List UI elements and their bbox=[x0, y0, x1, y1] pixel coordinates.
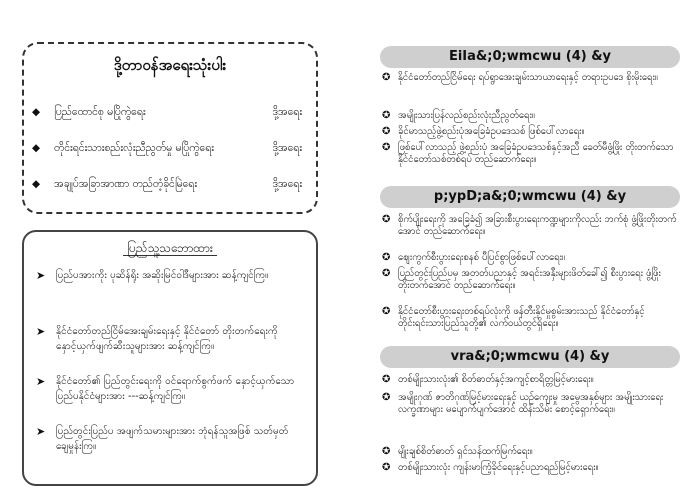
star-bullet-icon: ✪ bbox=[382, 462, 391, 473]
diamond-bullet-icon: ◆ bbox=[32, 106, 41, 118]
peoples-desire-title bbox=[24, 240, 316, 258]
star-bullet-icon: ✪ bbox=[382, 214, 391, 225]
duty-text: တိုင်းရင်းသားစည်းလုံးညီညွတ်မှု မပြိုကွဲရေး bbox=[54, 142, 214, 154]
objective-text: တစ်မျိုးသားလုံး၏ စိတ်ဓာတ်နှင့်အကျင့်စာရိတ္တမြင့်မားရေး။ bbox=[398, 374, 594, 385]
diamond-bullet-icon: ◆ bbox=[32, 178, 41, 190]
arrow-bullet-icon: ➤ bbox=[36, 269, 46, 282]
objective-text: ဖြစ်ပေါ်လာသည့် ဖွဲ့စည်းပုံ အခြေခံဥပဒေသစ်နှင့်အညီ ခေတ်မီဖွံ့ဖြိုး တိုးတက်သော နိုင်ငံတော်သစ်တစ်ရပ် တည်ဆောက်ရေး။ bbox=[398, 142, 674, 165]
desire-text: ပြည်တွင်းပြည်ပ အဖျက်သမားများအား ဘုံရန်သူအဖြစ် သတ်မှတ်ချေမှုန်းကြ။ bbox=[56, 426, 289, 452]
peoples-desire-box bbox=[22, 230, 318, 486]
star-bullet-icon: ✪ bbox=[382, 268, 391, 279]
arrow-bullet-icon: ➤ bbox=[36, 325, 46, 338]
duty-row bbox=[32, 142, 308, 160]
diamond-bullet-icon: ◆ bbox=[32, 142, 41, 154]
objective-text: တစ်မျိုးသားလုံး ကျန်းမာကြံ့ခိုင်ရေးနှင့်ပညာရည်မြင့်မားရေး။ bbox=[398, 462, 599, 473]
star-bullet-icon: ✪ bbox=[382, 126, 391, 137]
objective-text: နိုင်ငံတော်တည်ငြိမ်ရေး ရပ်ရွာအေးချမ်းသာယာရေးနှင့် တရားဥပဒေ စိုးမိုးရေး။ bbox=[398, 72, 658, 83]
objective-text: မျိုးချစ်စိတ်ဓာတ် ရှင်သန်ထက်မြက်ရေး။ bbox=[398, 446, 533, 457]
objective-text: အမျိုးသားပြန်လည်စည်းလုံးညီညွတ်ရေး။ bbox=[398, 110, 535, 121]
duty-text: အချုပ်အခြာအာဏာ တည်တံ့ခိုင်မြဲရေး bbox=[54, 178, 198, 190]
desire-text: နိုင်ငံတော်တည်ငြိမ်အေးချမ်းရေးနှင့် နိုင်ငံတော် တိုးတက်ရေးကို နှောင့်ယှက်ဖျက်ဆီးသူများအား ဆန့်ကျင်ကြ။ bbox=[56, 326, 278, 352]
star-bullet-icon: ✪ bbox=[382, 252, 391, 263]
objective-text: နိုင်ငံတော်စီးပွားရေးတစ်ရပ်လုံးကို ဖန်တီးနိုင်မှုစွမ်းအားသည် နိုင်ငံတော်နှင့် တိုင်းရင်းသားပြည်သူတို့၏ လက်ဝယ်တွင်ရှိရေး။ bbox=[398, 306, 645, 329]
objective-text: ပြည်တွင်းပြည်ပမှ အတတ်ပညာနှင့် အရင်းအနှီးများဖိတ်ခေါ်၍ စီးပွားရေး ဖွံ့ဖြိုးတိုးတက်အောင် တည်ဆောက်ရေး။ bbox=[398, 268, 661, 291]
arrow-bullet-icon: ➤ bbox=[36, 425, 46, 438]
star-bullet-icon: ✪ bbox=[382, 446, 391, 457]
economic-objectives-header: p;ypD;a&;0;wmcwu (4) &y bbox=[380, 186, 680, 208]
duty-text: ပြည်ထောင်စု မပြိုကွဲရေး bbox=[54, 106, 146, 118]
duty-tag: ဒို့အရေး bbox=[272, 178, 302, 190]
star-bullet-icon: ✪ bbox=[382, 392, 391, 403]
arrow-bullet-icon: ➤ bbox=[36, 375, 46, 388]
social-objectives-header: vra&;0;wmcwu (4) &y bbox=[380, 346, 680, 368]
duty-row bbox=[32, 178, 308, 196]
duty-row bbox=[32, 106, 308, 124]
political-objectives-header: EiIa&;0;wmcwu (4) &y bbox=[380, 46, 680, 68]
duty-tag: ဒို့အရေး bbox=[272, 106, 302, 118]
objective-text: အမျိုးဂုဏ် ဇာတိဂုဏ်မြင့်မားရေးနှင့် ယဉ်ကျေးမှု အမွေအနှစ်များ အမျိုးသားရေးလက္ခဏာများ မပျောက်ပျက်အောင် ထိန်းသိမ်း စောင့်ရှောက်ရေး။ bbox=[398, 392, 664, 415]
objective-text: စိုက်ပျိုးရေးကို အခြေခံ၍ အခြားစီးပွားရေးကဏ္ဍများကိုလည်း ဘက်စုံ ဖွံ့ဖြိုးတိုးတက်အောင် တည်ဆောက်ရေး။ bbox=[398, 214, 677, 237]
star-bullet-icon: ✪ bbox=[382, 306, 391, 317]
desire-text: ပြည်ပအားကိုး ပုဆိန်ရိုး အဆိုးမြင်ဝါဒီများအား ဆန့်ကျင်ကြ။ bbox=[56, 270, 269, 281]
star-bullet-icon: ✪ bbox=[382, 374, 391, 385]
objective-text: ဈေးကွက်စီးပွားရေးစနစ် ပီပြင်စွာဖြစ်ပေါ်လာရေး။ bbox=[398, 252, 565, 263]
national-duties-title: ဒို့တာဝန်အရေးသုံးပါး bbox=[113, 56, 227, 74]
star-bullet-icon: ✪ bbox=[382, 72, 391, 83]
national-duties-box bbox=[22, 42, 318, 214]
desire-text: နိုင်ငံတော်၏ ပြည်တွင်းရေးကို ဝင်ရောက်စွက်ဖက် နှောင့်ယှက်သော ပြည်ပနိုင်ငံများအား ---ဆန့်ကျင်ကြ။ bbox=[56, 376, 295, 402]
peoples-desire-title-text: ပြည်သူ့သဘောထား bbox=[123, 241, 217, 256]
objective-text: ခိုင်မာသည့်ဖွဲ့စည်းပုံအခြေခံဥပဒေသစ် ဖြစ်ပေါ်လာရေး။ bbox=[398, 126, 585, 137]
star-bullet-icon: ✪ bbox=[382, 110, 391, 121]
star-bullet-icon: ✪ bbox=[382, 142, 391, 153]
duty-tag: ဒို့အရေး bbox=[272, 142, 302, 154]
